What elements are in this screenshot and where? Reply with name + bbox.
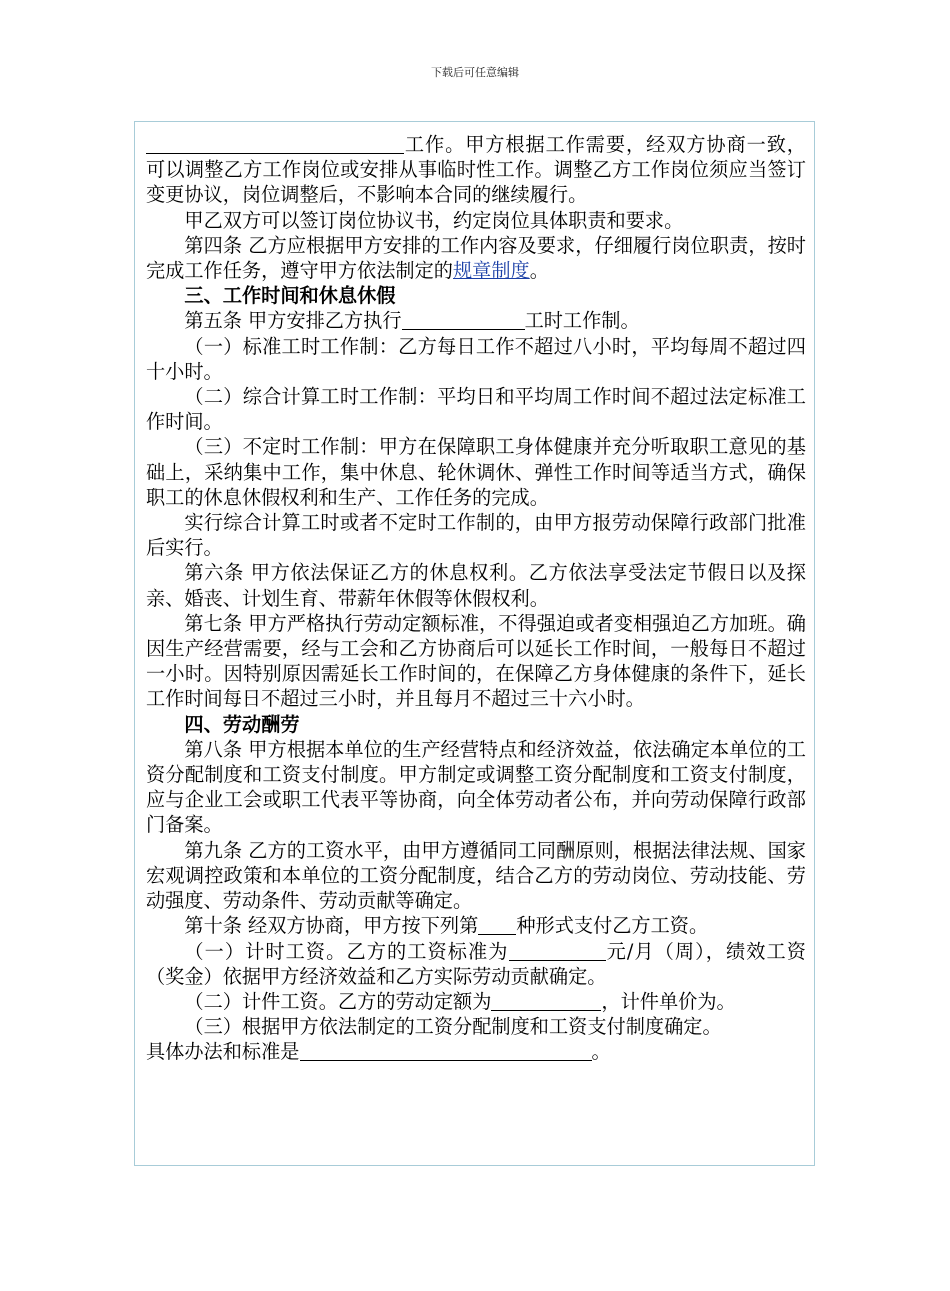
page-header-note: 下载后可任意编辑 <box>431 66 519 79</box>
paragraph-article-9: 第九条 乙方的工资水平，由甲方遵循同工同酬原则，根据法律法规、国家宏观调控政策和本单位的工资分配制度，结合乙方的劳动岗位、劳动技能、劳动强度、劳动条件、劳动贡献等确定。 <box>146 838 806 913</box>
paragraph-article-4: 第四条 乙方应根据甲方安排的工作内容及要求，仔细履行岗位职责，按时完成工作任务，遵守甲方依法制定的规章制度。 <box>146 233 806 283</box>
fill-blank-wage-standard[interactable] <box>509 941 606 961</box>
paragraph: 具体办法和标准是 。 <box>146 1040 611 1064</box>
paragraph: （二）计件工资。乙方的劳动定额为 ，计件单价为。 <box>184 989 736 1013</box>
fill-blank-method-standard[interactable] <box>300 1041 592 1061</box>
paragraph: （三）根据甲方依法制定的工资分配制度和工资支付制度确定。 <box>184 1015 722 1039</box>
paragraph: （二）综合计算工时工作制：平均日和平均周工作时间不超过法定标准工作时间。 <box>146 385 806 434</box>
paragraph: （一）计时工资。乙方的工资标准为 元/月（周），绩效工资（奖金）依据甲方经济效益和乙方实际劳动贡献确定。 <box>146 939 806 988</box>
document-body <box>146 132 806 1065</box>
paragraph-article-6: 第六条 甲方依法保证乙方的休息权利。乙方依法享受法定节假日以及探亲、婚丧、计划生育、带薪年休假等休假权利。 <box>146 561 806 610</box>
paragraph: 工作。甲方根据工作需要，经双方协商一致，可以调整乙方工作岗位或安排从事临时性工作。调整乙方工作岗位须应当签订变更协议，岗位调整后，不影响本合同的继续履行。 <box>146 133 806 207</box>
fill-blank-pay-form[interactable] <box>478 915 516 935</box>
fill-blank-work-hours-system[interactable] <box>402 310 525 330</box>
paragraph-article-8: 第八条 甲方根据本单位的生产经营特点和经济效益，依法确定本单位的工资分配制度和工资支付制度。甲方制定或调整工资分配制度和工资支付制度，应与企业工会或职工代表平等协商，向全体劳动者公布，并向劳动保障行政部门备案。 <box>146 737 806 837</box>
paragraph-article-7: 第七条 甲方严格执行劳动定额标准，不得强迫或者变相强迫乙方加班。确因生产经营需要，经与工会和乙方协商后可以延长工作时间，一般每日不超过一小时。因特别原因需延长工作时间的，在保障乙方身体健康的条件下，延长工作时间每日不超过三小时，并且每月不超过三十六小时。 <box>146 611 806 711</box>
paragraph-article-10: 第十条 经双方协商，甲方按下列第 种形式支付乙方工资。 <box>184 914 709 938</box>
paragraph: （一）标准工时工作制：乙方每日工作不超过八小时，平均每周不超过四十小时。 <box>146 334 806 383</box>
fill-blank-position[interactable] <box>146 134 404 154</box>
rules-link[interactable]: 规章制度 <box>453 259 530 283</box>
section-heading-4: 四、劳动酬劳 <box>184 712 300 736</box>
paragraph: （三）不定时工作制：甲方在保障职工身体健康并充分听取职工意见的基础上，采纳集中工作，集中休息、轮休调休、弹性工作时间等适当方式，确保职工的休息休假权利和生产、工作任务的完成。 <box>146 435 806 509</box>
fill-blank-labor-quota[interactable] <box>491 991 601 1011</box>
paragraph: 实行综合计算工时或者不定时工作制的，由甲方报劳动保障行政部门批准后实行。 <box>146 511 806 560</box>
paragraph: 甲乙双方可以签订岗位协议书，约定岗位具体职责和要求。 <box>184 208 684 232</box>
section-heading-3: 三、工作时间和休息休假 <box>184 284 396 308</box>
paragraph-article-5: 第五条 甲方安排乙方执行 工时工作制。 <box>184 309 640 333</box>
